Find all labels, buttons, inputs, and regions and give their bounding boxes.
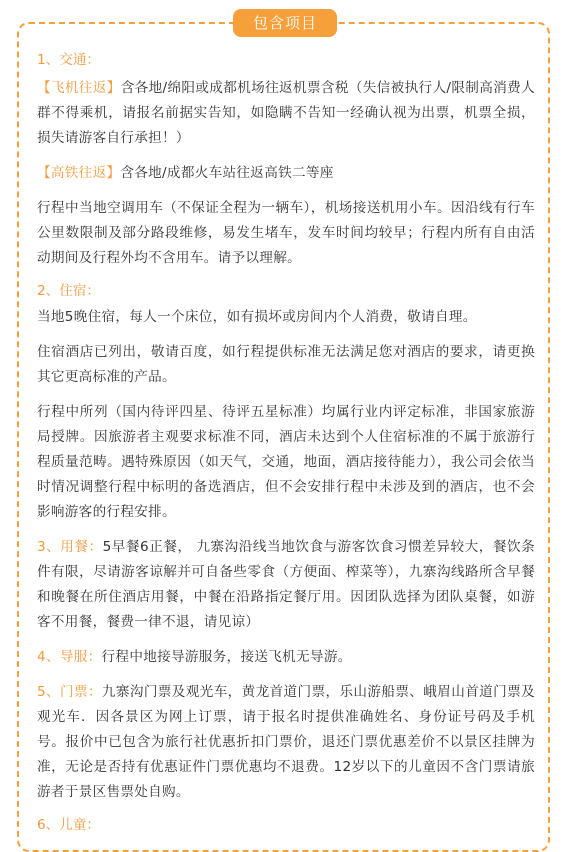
tickets-heading: 5、门票： [37,684,102,700]
guide-text: 行程中地接导游服务，接送飞机无导游。 [101,649,352,665]
car-paragraph: 行程中当地空调用车（不保证全程为一辆车），机场接送机用小车。因沿线有行车公里数限制及部分路段维修，易发生堵车，发车时间均较早；行程内所有自由活动期间及行程外均不含用车。请予以理解。 [37,200,535,266]
guide-heading: 4、导服： [37,649,102,665]
train-text: 含各地/成都火车站往返高铁二等座 [120,165,334,181]
hotel-heading: 2、住宿： [37,283,101,299]
flight-paragraph [37,76,535,151]
tickets-text: 九寨沟门票及观光车，黄龙首道门票，乐山游船票、峨眉山首道门票及观光车．因各景区为网上订票，请于报名时提供准确姓名、身份证号码及手机号。报价中已包含为旅行社优惠折扣门票价，退还门票优惠差价不以景区挂牌为准，无论是否持有优惠证件门票优惠均不退费。12岁以下的儿童因不含门票请旅游者于景区售票处自购。 [37,684,535,800]
hotel-paragraph-1: 当地5晚住宿，每人一个床位，如有损坏或房间内个人消费，敬请自理。 [37,309,477,325]
tickets-paragraph [37,680,535,805]
meals-text: 5早餐6正餐， 九寨沟沿线当地饮食与游客饮食习惯差异较大，餐饮条件有限，尽请游客谅解并可自备些零食（方便面、榨菜等），九寨沟线路所含早餐和晚餐在所住酒店用餐，中餐在沿路指定餐厅用。因团队选择为团队桌餐，如游客不用餐，餐费一律不退，请见谅） [37,539,535,630]
meals-paragraph [37,535,535,635]
content-body [37,50,535,835]
flight-tag: 【飞机往返】 [37,80,121,96]
section-title-badge: 包含项目 [233,9,337,37]
train-paragraph [37,161,535,186]
flight-text: 含各地/绵阳或成都机场往返机票含税（失信被执行人/限制高消费人群不得乘机，请报名前据实告知，如隐瞒不告知一经确认视为出票，机票全损，损失请游客自行承担！） [37,80,535,146]
train-tag: 【高铁往返】 [37,165,121,181]
children-heading: 6、儿童： [37,817,101,833]
guide-paragraph [37,645,535,670]
hotel-paragraph-2: 住宿酒店已列出，敬请百度，如行程提供标准无法满足您对酒店的要求，请更换其它更高标准的产品。 [37,344,535,385]
hotel-paragraph-3: 行程中所列（国内待评四星、待评五星标准）均属行业内评定标准，非国家旅游局授牌。因旅游者主观要求标准不同，酒店未达到个人住宿标准的不属于旅游行程质量范畴。遇特殊原因（如天气，交通，地面，酒店接待能力），我公司会依当时情况调整行程中标明的备选酒店，但不会安排行程中未涉及到的酒店，也不会影响游客的行程安排。 [37,404,535,520]
traffic-heading: 1、交通： [37,52,101,68]
meals-heading: 3、用餐： [37,539,103,555]
